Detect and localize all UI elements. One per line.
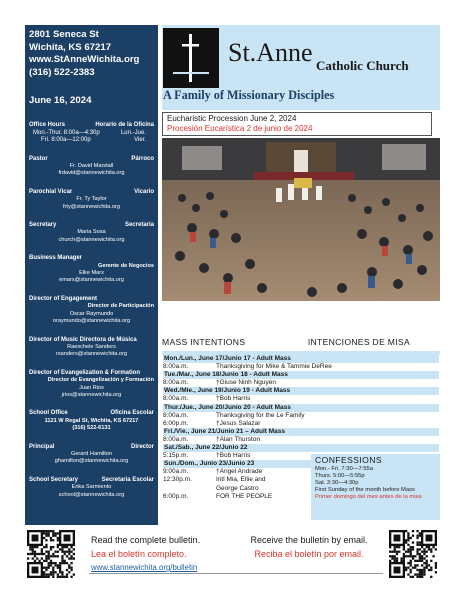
procession-photo (162, 138, 440, 301)
confessions-box (311, 454, 440, 520)
mass-intention-row (163, 420, 353, 428)
mass-day-heading: Sat./Sab., June 22/Junio 22 (163, 444, 439, 452)
read-bulletin-en: Read the complete bulletin. (91, 535, 201, 545)
mass-time: 8:00a.m. (163, 395, 189, 403)
mass-intention: †Jesus Salazar (216, 419, 261, 427)
mass-intentions-header (162, 337, 440, 347)
confession-line: Thurs. 5:00—5:55p (315, 473, 365, 480)
mass-intention: Thanksgiving for the Le Family (216, 411, 305, 419)
mass-intention: FOR THE PEOPLE (216, 492, 273, 500)
mass-time: 8:00a.m. (163, 363, 189, 371)
mass-day-heading: Wed./Mie., June 19/Junio 19 - Adult Mass (163, 387, 439, 395)
mass-time: 8:00a.m. (163, 411, 189, 419)
business-manager-contact: Business Manager Gerente de Negocios Elke Marx emarx@stannewichita.org (29, 255, 154, 284)
evangelization-email[interactable]: jrios@stannewichita.org (61, 391, 122, 398)
mass-day-heading: Fri./Vie., June 21/Junio 21 – Adult Mass (163, 428, 439, 436)
mass-intention-row (163, 379, 353, 387)
bulletin-url-link[interactable]: www.stannewichita.org/bulletin (91, 563, 198, 572)
mass-intention: †Giuse Ninh Nguyen (216, 379, 276, 387)
mass-time: 12:30p.m. (163, 476, 192, 484)
website-link[interactable]: www.StAnneWichita.org (29, 54, 140, 66)
mass-time: 9:00a.m. (163, 468, 189, 476)
confession-line: First Sunday of the month before Mass (315, 487, 415, 494)
pastor-contact: Pastor Párroco Fr. David Marstall frdavid@stannewichita.org (29, 155, 154, 177)
mass-time: 5:15p.m. (163, 452, 189, 460)
principal-contact: Principal Director Gerard Hamilton ghamilton@stannewichita.org (29, 443, 154, 465)
cross-icon (163, 28, 219, 88)
st-anne-wordmark: St.Anne (228, 38, 313, 67)
email-bulletin-es: Reciba el boletín por email. (254, 549, 364, 559)
qr-code-icon (27, 530, 75, 578)
mass-intention: Thanksgiving for Mike & Tammie DeRee (216, 363, 332, 371)
mass-day-heading: Thur./Jue., June 20/Junio 20 - Adult Mass (163, 404, 439, 412)
school-secretary-contact: School Secretary Secretaria Escolar Erika Sarmiento school@stannewichita.org (29, 476, 154, 498)
pastor-email[interactable]: frdavid@stannewichita.org (58, 170, 125, 177)
parish-address: 2801 Seneca St Wichita, KS 67217 www.StAnneWichita.org (316) 522-2383 (29, 29, 154, 79)
engagement-email[interactable]: oraymundo@stannewichita.org (52, 318, 131, 325)
secretary-email[interactable]: church@stannewichita.org (58, 236, 125, 243)
business-email[interactable]: emarx@stannewichita.org (59, 277, 124, 284)
school-secretary-email[interactable]: school@stannewichita.org (58, 491, 125, 498)
parish-phone: (316) 522-2383 (29, 66, 95, 78)
procession-photo-image (162, 138, 440, 301)
mass-intention-row (163, 436, 353, 444)
mass-day-heading: Mon./Lun., June 17/Junio 17 - Adult Mass (163, 355, 439, 363)
email-bulletin-en: Receive the bulletin by email. (250, 535, 368, 545)
email-qr-code[interactable] (389, 530, 437, 578)
procession-caption-es: Procesión Eucarística 2 de junio de 2024 (167, 124, 313, 133)
procession-caption-en: Eucharistic Procession June 2, 2024 (167, 114, 297, 123)
read-bulletin-block (91, 533, 200, 575)
vicar-email[interactable]: frty@stannewichita.org (63, 203, 120, 210)
mass-day-heading: Sun./Dom., Junio 23/Junio 23 (163, 460, 439, 468)
mass-intention-row (163, 412, 353, 420)
mass-intention: Intl Mia, Ellie and (216, 476, 266, 484)
mass-time (163, 485, 216, 493)
mass-intention: †Bob Harris (216, 452, 251, 460)
footer-rule (89, 573, 383, 574)
tagline: A Family of Missionary Disciples (163, 88, 335, 102)
secretary-contact: Secretary Secretaria Maria Sosa church@stannewichita.org (29, 222, 154, 243)
vicar-contact: Parochial Vicar Vicario Fr. Ty Taylor frty@stannewichita.org (29, 188, 154, 210)
mass-time: 8:00a.m. (163, 435, 189, 443)
mass-intention: †Alan Thurston (216, 435, 260, 443)
procession-caption (162, 112, 432, 136)
school-office-contact: School Office Oficina Escolar 1121 W Regal St, Wichita, KS 67217 (316) 522-6131 (29, 410, 154, 432)
confessions-title: CONFESSIONS (315, 455, 382, 465)
bulletin-qr-code[interactable] (27, 530, 75, 578)
mass-intentions-title-es: INTENCIONES DE MISA (307, 337, 410, 347)
bulletin-date: June 16, 2024 (29, 95, 92, 107)
mass-day-heading: Tue./Mar., June 18/Junio 18 - Adult Mass (163, 371, 439, 379)
mass-intention-row (163, 363, 353, 371)
confession-line: Sat. 3:30—4:30p (315, 480, 359, 487)
mass-intention: George Castro (216, 484, 259, 492)
evangelization-contact: Director of Evangelization & Formation Director de Evangelización y Formación Juan Rios jrios@stannewichita.org (29, 369, 154, 398)
mass-time: 6:00p.m. (163, 419, 189, 427)
confession-line: Mon.- Fri. 7:30—7:55a (315, 466, 373, 473)
principal-email[interactable]: ghamilton@stannewichita.org (54, 458, 129, 465)
mass-intention: †Angel Andrade (216, 468, 263, 476)
read-bulletin-es: Lea el boletín completo. (91, 549, 187, 559)
music-email[interactable]: rsanders@stannewichita.org (56, 351, 127, 358)
mass-intentions-title-en: MASS INTENTIONS (162, 337, 246, 347)
qr-code-icon (389, 530, 437, 578)
mass-intention: †Bob Harris (216, 395, 251, 403)
office-hours: Office Hours Horario de la Oficina Mon.-Thur. 8:00a—4:30p Lun.-Jue. Fri. 8:00a—12:00p Vier. (29, 122, 154, 144)
engagement-contact: Director of Engagement Director de Participación Oscar Raymundo oraymundo@stannewichita.org (29, 295, 154, 325)
mass-time: 8:00a.m. (163, 379, 189, 387)
church-logo (163, 28, 219, 88)
email-bulletin-block (235, 533, 383, 561)
catholic-church-wordmark: Catholic Church (316, 58, 409, 73)
confession-line-es: Primer domingo del mes antes de la misa (315, 494, 422, 501)
mass-time: 6:00p.m. (163, 492, 189, 500)
contact-sidebar (25, 25, 158, 525)
music-contact: Director of Music Directora de Música Raeschele Sanders rsanders@stannewichita.org (29, 337, 154, 359)
mass-intention-row (163, 395, 353, 403)
